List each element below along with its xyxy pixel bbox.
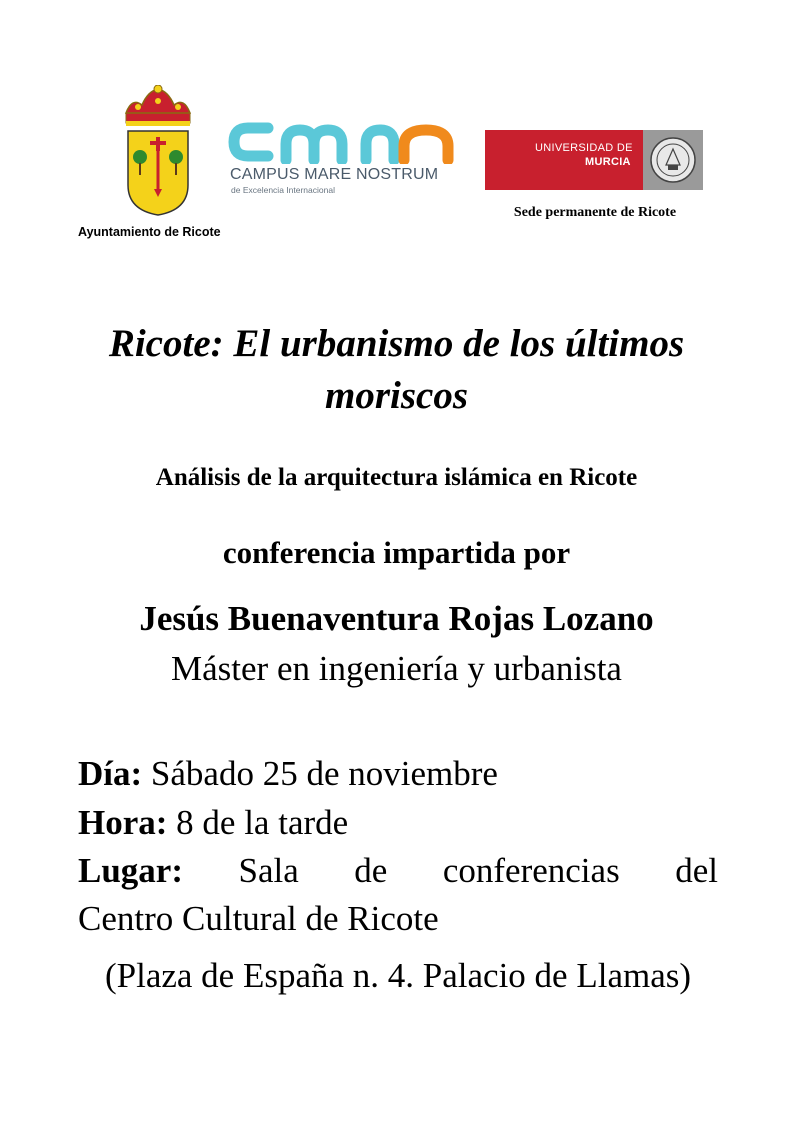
date-label: Día: xyxy=(78,754,143,793)
place-word: Sala xyxy=(238,851,299,890)
page-subtitle: Análisis de la arquitectura islámica en Ricote xyxy=(155,464,638,491)
um-line2: MURCIA xyxy=(585,156,631,168)
date-value: Sábado 25 de noviembre xyxy=(150,754,498,793)
cmn-subtitle: de Excelencia Internacional xyxy=(231,185,335,195)
universidad-murcia-logo xyxy=(485,130,705,190)
speaker-role: Máster en ingeniería y urbanista xyxy=(171,649,622,688)
campus-mare-nostrum-logo xyxy=(228,122,463,202)
university-seal-icon xyxy=(648,135,698,185)
cmn-letters-icon xyxy=(228,122,460,164)
place-line xyxy=(78,851,718,891)
time-label: Hora: xyxy=(78,803,168,842)
ayuntamiento-label: Ayuntamiento de Ricote xyxy=(78,225,221,239)
place-line-2: Centro Cultural de Ricote xyxy=(78,899,439,938)
place-label: Lugar: xyxy=(78,851,183,890)
um-line1: UNIVERSIDAD DE xyxy=(535,142,633,154)
ayuntamiento-logo xyxy=(78,85,243,245)
cmn-title: CAMPUS MARE NOSTRUM xyxy=(230,166,439,183)
address: (Plaza de España n. 4. Palacio de Llamas) xyxy=(104,956,692,995)
place-word: de xyxy=(354,851,388,890)
place-word: conferencias xyxy=(442,851,620,890)
sede-caption: Sede permanente de Ricote xyxy=(513,205,677,220)
time-value: 8 de la tarde xyxy=(176,803,349,842)
place-word: del xyxy=(675,851,718,890)
speaker-name: Jesús Buenaventura Rojas Lozano xyxy=(139,599,654,638)
date-line xyxy=(78,754,498,794)
coat-of-arms-icon xyxy=(118,85,198,220)
intro-text: conferencia impartida por xyxy=(222,535,571,570)
time-line xyxy=(78,803,348,843)
page-title: Ricote: El urbanismo de los últimos moriscos xyxy=(108,322,685,417)
